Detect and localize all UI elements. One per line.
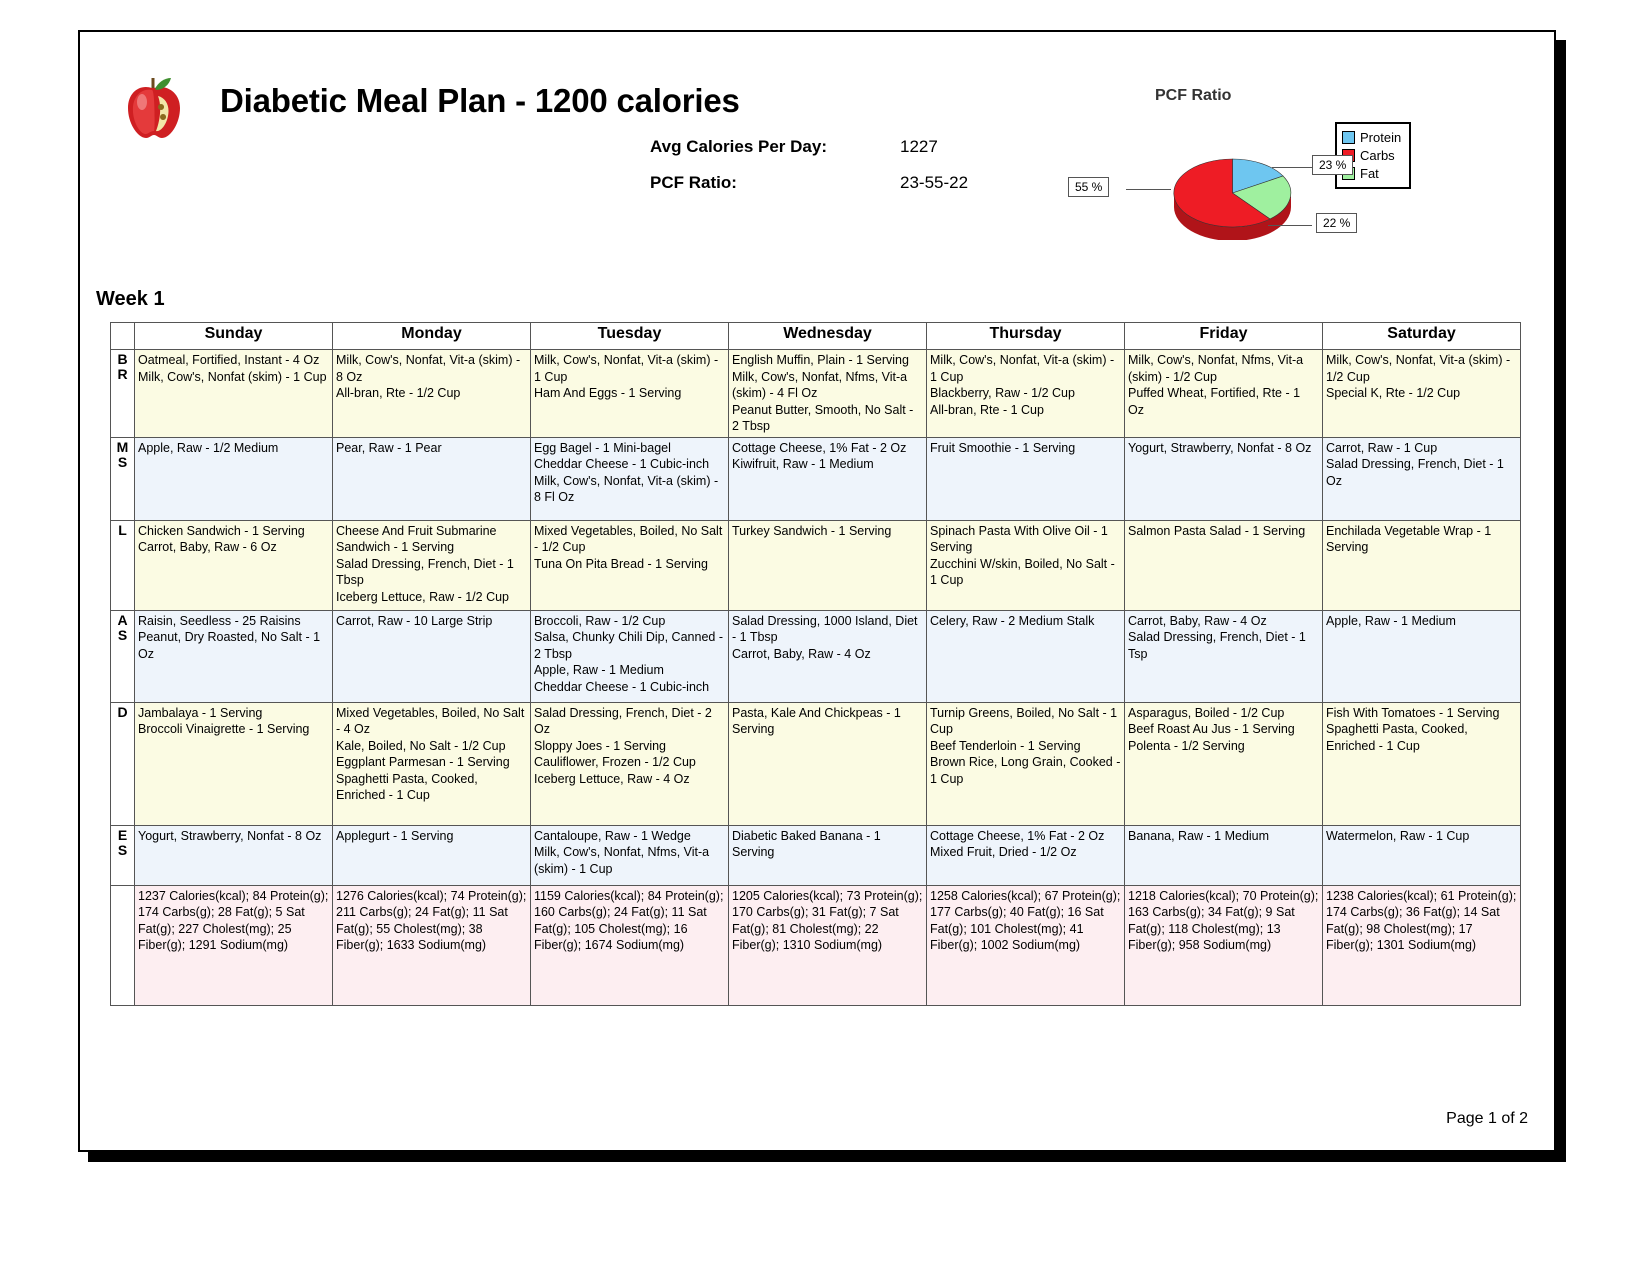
cell-lunch-thursday: Spinach Pasta With Olive Oil - 1 Serving Zucchini W/skin, Boiled, No Salt - 1 Cup bbox=[927, 520, 1125, 610]
cell-breakfast-monday: Milk, Cow's, Nonfat, Vit-a (skim) - 8 Oz All-bran, Rte - 1/2 Cup bbox=[333, 350, 531, 438]
day-header-wednesday: Wednesday bbox=[729, 323, 927, 350]
legend-label-protein: Protein bbox=[1360, 130, 1402, 145]
table-row-morning-snack bbox=[111, 437, 1521, 520]
callout-fat: 22 % bbox=[1316, 213, 1357, 233]
cell-breakfast-friday: Milk, Cow's, Nonfat, Nfms, Vit-a (skim) - 1/2 Cup Puffed Wheat, Fortified, Rte - 1 Oz bbox=[1125, 350, 1323, 438]
cell-morning-snack-friday: Yogurt, Strawberry, Nonfat - 8 Oz bbox=[1125, 437, 1323, 520]
day-header-sunday: Sunday bbox=[135, 323, 333, 350]
table-row-afternoon-snack bbox=[111, 610, 1521, 702]
row-label-dinner: D bbox=[111, 702, 135, 825]
cell-totals-tuesday: 1159 Calories(kcal); 84 Protein(g); 160 Carbs(g); 24 Fat(g); 11 Sat Fat(g); 105 Cholest(mg); 16 Fiber(g); 1674 Sodium(mg) bbox=[531, 885, 729, 1005]
leader-line-carbs bbox=[1126, 189, 1171, 190]
cell-lunch-sunday: Chicken Sandwich - 1 Serving Carrot, Baby, Raw - 6 Oz bbox=[135, 520, 333, 610]
meal-plan-table bbox=[110, 322, 1521, 1006]
apple-icon bbox=[122, 76, 184, 142]
chart-title: PCF Ratio bbox=[1155, 87, 1232, 104]
cell-evening-snack-thursday: Cottage Cheese, 1% Fat - 2 Oz Mixed Fruit, Dried - 1/2 Oz bbox=[927, 825, 1125, 885]
table-row-lunch bbox=[111, 520, 1521, 610]
cell-evening-snack-wednesday: Diabetic Baked Banana - 1 Serving bbox=[729, 825, 927, 885]
cell-dinner-monday: Mixed Vegetables, Boiled, No Salt - 4 Oz Kale, Boiled, No Salt - 1/2 Cup Eggplant Parmesan - 1 Serving Spaghetti Pasta, Cooked, Enriched - 1 Cup bbox=[333, 702, 531, 825]
day-header-thursday: Thursday bbox=[927, 323, 1125, 350]
row-label-evening-snack: E S bbox=[111, 825, 135, 885]
cell-afternoon-snack-thursday: Celery, Raw - 2 Medium Stalk bbox=[927, 610, 1125, 702]
cell-totals-saturday: 1238 Calories(kcal); 61 Protein(g); 174 Carbs(g); 36 Fat(g); 14 Sat Fat(g); 98 Cholest(mg); 17 Fiber(g); 1301 Sodium(mg) bbox=[1323, 885, 1521, 1005]
cell-morning-snack-sunday: Apple, Raw - 1/2 Medium bbox=[135, 437, 333, 520]
row-label-line-2: R bbox=[117, 366, 128, 382]
cell-dinner-sunday: Jambalaya - 1 Serving Broccoli Vinaigrette - 1 Serving bbox=[135, 702, 333, 825]
cell-breakfast-sunday: Oatmeal, Fortified, Instant - 4 Oz Milk, Cow's, Nonfat (skim) - 1 Cup bbox=[135, 350, 333, 438]
week-title: Week 1 bbox=[96, 288, 165, 310]
cell-totals-wednesday: 1205 Calories(kcal); 73 Protein(g); 170 Carbs(g); 31 Fat(g); 7 Sat Fat(g); 81 Cholest(mg); 22 Fiber(g); 1310 Sodium(mg) bbox=[729, 885, 927, 1005]
cell-totals-friday: 1218 Calories(kcal); 70 Protein(g); 163 Carbs(g); 34 Fat(g); 9 Sat Fat(g); 118 Cholest(mg); 13 Fiber(g); 958 Sodium(mg) bbox=[1125, 885, 1323, 1005]
cell-lunch-tuesday: Mixed Vegetables, Boiled, No Salt - 1/2 Cup Tuna On Pita Bread - 1 Serving bbox=[531, 520, 729, 610]
table-row-dinner bbox=[111, 702, 1521, 825]
table-corner bbox=[111, 323, 135, 350]
pcf-ratio-chart bbox=[1060, 77, 1510, 267]
avg-calories-value: 1227 bbox=[900, 137, 938, 156]
cell-afternoon-snack-wednesday: Salad Dressing, 1000 Island, Diet - 1 Tbsp Carrot, Baby, Raw - 4 Oz bbox=[729, 610, 927, 702]
page-title: Diabetic Meal Plan - 1200 calories bbox=[220, 82, 740, 119]
day-header-saturday: Saturday bbox=[1323, 323, 1521, 350]
callout-carbs: 55 % bbox=[1068, 177, 1109, 197]
cell-dinner-wednesday: Pasta, Kale And Chickpeas - 1 Serving bbox=[729, 702, 927, 825]
avg-calories-label: Avg Calories Per Day: bbox=[650, 137, 827, 156]
row-label-breakfast bbox=[111, 350, 135, 438]
page-number: Page 1 of 2 bbox=[1446, 1110, 1528, 1127]
legend-swatch-protein bbox=[1342, 131, 1355, 144]
row-label-totals bbox=[111, 885, 135, 1005]
cell-afternoon-snack-tuesday: Broccoli, Raw - 1/2 Cup Salsa, Chunky Chili Dip, Canned - 2 Tbsp Apple, Raw - 1 Medium Cheddar Cheese - 1 Cubic-inch bbox=[531, 610, 729, 702]
cell-breakfast-tuesday: Milk, Cow's, Nonfat, Vit-a (skim) - 1 Cup Ham And Eggs - 1 Serving bbox=[531, 350, 729, 438]
row-label-line-1: B bbox=[117, 351, 128, 367]
cell-evening-snack-sunday: Yogurt, Strawberry, Nonfat - 8 Oz bbox=[135, 825, 333, 885]
cell-breakfast-wednesday: English Muffin, Plain - 1 Serving Milk, Cow's, Nonfat, Nfms, Vit-a (skim) - 4 Fl Oz Peanut Butter, Smooth, No Salt - 2 Tbsp bbox=[729, 350, 927, 438]
document-page bbox=[78, 30, 1556, 1152]
cell-morning-snack-tuesday: Egg Bagel - 1 Mini-bagel Cheddar Cheese - 1 Cubic-inch Milk, Cow's, Nonfat, Vit-a (skim) - 8 Fl Oz bbox=[531, 437, 729, 520]
day-header-tuesday: Tuesday bbox=[531, 323, 729, 350]
row-label-morning-snack: M S bbox=[111, 437, 135, 520]
table-row-totals bbox=[111, 885, 1521, 1005]
cell-morning-snack-wednesday: Cottage Cheese, 1% Fat - 2 Oz Kiwifruit, Raw - 1 Medium bbox=[729, 437, 927, 520]
cell-lunch-friday: Salmon Pasta Salad - 1 Serving bbox=[1125, 520, 1323, 610]
cell-breakfast-thursday: Milk, Cow's, Nonfat, Vit-a (skim) - 1 Cup Blackberry, Raw - 1/2 Cup All-bran, Rte - 1 Cup bbox=[927, 350, 1125, 438]
leader-line-fat bbox=[1268, 225, 1312, 226]
cell-morning-snack-saturday: Carrot, Raw - 1 Cup Salad Dressing, French, Diet - 1 Oz bbox=[1323, 437, 1521, 520]
cell-breakfast-saturday: Milk, Cow's, Nonfat, Vit-a (skim) - 1/2 Cup Special K, Rte - 1/2 Cup bbox=[1323, 350, 1521, 438]
cell-lunch-wednesday: Turkey Sandwich - 1 Serving bbox=[729, 520, 927, 610]
cell-afternoon-snack-saturday: Apple, Raw - 1 Medium bbox=[1323, 610, 1521, 702]
cell-afternoon-snack-monday: Carrot, Raw - 10 Large Strip bbox=[333, 610, 531, 702]
cell-dinner-friday: Asparagus, Boiled - 1/2 Cup Beef Roast Au Jus - 1 Serving Polenta - 1/2 Serving bbox=[1125, 702, 1323, 825]
pcf-ratio-value: 23-55-22 bbox=[900, 173, 969, 192]
cell-evening-snack-friday: Banana, Raw - 1 Medium bbox=[1125, 825, 1323, 885]
legend-label-fat: Fat bbox=[1360, 166, 1379, 181]
legend-item-protein bbox=[1342, 129, 1401, 146]
table-row-breakfast bbox=[111, 350, 1521, 438]
row-label-lunch: L bbox=[111, 520, 135, 610]
row-label-afternoon-snack: A S bbox=[111, 610, 135, 702]
cell-totals-sunday: 1237 Calories(kcal); 84 Protein(g); 174 Carbs(g); 28 Fat(g); 5 Sat Fat(g); 227 Cholest(mg); 25 Fiber(g); 1291 Sodium(mg) bbox=[135, 885, 333, 1005]
pcf-ratio-label: PCF Ratio: bbox=[650, 173, 737, 192]
cell-lunch-monday: Cheese And Fruit Submarine Sandwich - 1 Serving Salad Dressing, French, Diet - 1 Tbsp Iceberg Lettuce, Raw - 1/2 Cup bbox=[333, 520, 531, 610]
cell-morning-snack-monday: Pear, Raw - 1 Pear bbox=[333, 437, 531, 520]
cell-morning-snack-thursday: Fruit Smoothie - 1 Serving bbox=[927, 437, 1125, 520]
legend-label-carbs: Carbs bbox=[1360, 148, 1395, 163]
cell-dinner-saturday: Fish With Tomatoes - 1 Serving Spaghetti Pasta, Cooked, Enriched - 1 Cup bbox=[1323, 702, 1521, 825]
cell-evening-snack-tuesday: Cantaloupe, Raw - 1 Wedge Milk, Cow's, Nonfat, Nfms, Vit-a (skim) - 1 Cup bbox=[531, 825, 729, 885]
cell-lunch-saturday: Enchilada Vegetable Wrap - 1 Serving bbox=[1323, 520, 1521, 610]
cell-evening-snack-monday: Applegurt - 1 Serving bbox=[333, 825, 531, 885]
cell-afternoon-snack-sunday: Raisin, Seedless - 25 Raisins Peanut, Dry Roasted, No Salt - 1 Oz bbox=[135, 610, 333, 702]
day-header-monday: Monday bbox=[333, 323, 531, 350]
cell-totals-monday: 1276 Calories(kcal); 74 Protein(g); 211 Carbs(g); 24 Fat(g); 11 Sat Fat(g); 55 Cholest(mg); 38 Fiber(g); 1633 Sodium(mg) bbox=[333, 885, 531, 1005]
table-header-row bbox=[111, 323, 1521, 350]
table-row-evening-snack bbox=[111, 825, 1521, 885]
cell-afternoon-snack-friday: Carrot, Baby, Raw - 4 Oz Salad Dressing, French, Diet - 1 Tsp bbox=[1125, 610, 1323, 702]
cell-evening-snack-saturday: Watermelon, Raw - 1 Cup bbox=[1323, 825, 1521, 885]
leader-line-protein bbox=[1272, 167, 1312, 168]
cell-dinner-thursday: Turnip Greens, Boiled, No Salt - 1 Cup Beef Tenderloin - 1 Serving Brown Rice, Long Grain, Cooked - 1 Cup bbox=[927, 702, 1125, 825]
day-header-friday: Friday bbox=[1125, 323, 1323, 350]
cell-dinner-tuesday: Salad Dressing, French, Diet - 2 Oz Sloppy Joes - 1 Serving Cauliflower, Frozen - 1/2 Cup Iceberg Lettuce, Raw - 4 Oz bbox=[531, 702, 729, 825]
cell-totals-thursday: 1258 Calories(kcal); 67 Protein(g); 177 Carbs(g); 40 Fat(g); 16 Sat Fat(g); 101 Cholest(mg); 41 Fiber(g); 1002 Sodium(mg) bbox=[927, 885, 1125, 1005]
callout-protein: 23 % bbox=[1312, 155, 1353, 175]
